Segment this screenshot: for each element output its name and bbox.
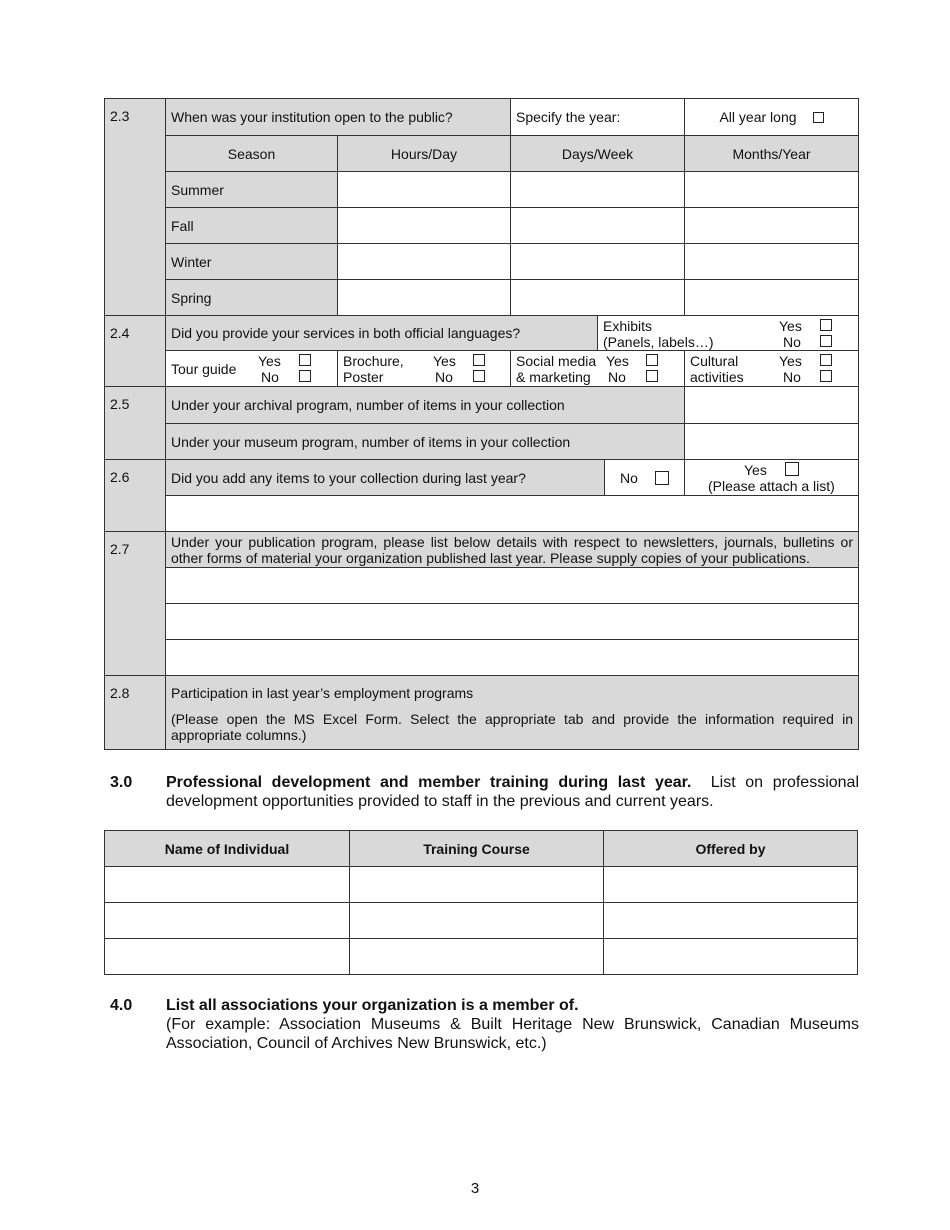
course-row-1-field[interactable] [349, 866, 604, 903]
section-4-0-description [166, 996, 859, 1053]
added-items-yes-checkbox[interactable] [785, 462, 799, 476]
brochure-no-label: No [435, 369, 453, 385]
summer-months-field[interactable] [684, 171, 859, 208]
publication-row-1-field[interactable] [165, 567, 859, 604]
brochure-label: Brochure, [343, 353, 404, 369]
season-fall: Fall [165, 207, 338, 244]
brochure-no-checkbox[interactable] [473, 370, 485, 382]
course-row-3-field[interactable] [349, 938, 604, 975]
season-header: Season [165, 135, 338, 172]
fall-hours-field[interactable] [337, 207, 511, 244]
individual-row-2-field[interactable] [104, 902, 350, 939]
summer-hours-field[interactable] [337, 171, 511, 208]
tour-guide-label: Tour guide [171, 361, 237, 377]
added-items-yes [684, 459, 859, 496]
employment-programs-block [165, 675, 859, 750]
section-4-0-title: List all associations your organization is a member of. [166, 997, 579, 1014]
publication-row-3-field[interactable] [165, 639, 859, 676]
tour-guide-yes-checkbox[interactable] [299, 354, 311, 366]
publication-row-2-field[interactable] [165, 603, 859, 640]
tour-guide-no-checkbox[interactable] [299, 370, 311, 382]
activities-label: activities [690, 369, 744, 385]
cultural-no-checkbox[interactable] [820, 370, 832, 382]
months-year-header: Months/Year [684, 135, 859, 172]
section-2-4-number: 2.4 [104, 315, 166, 387]
all-year-long-checkbox[interactable] [813, 112, 824, 123]
publication-instructions: Under your publication program, please list below details with respect to newsletters, journals, bulletins or other forms of material your organization published last year. Please supply copies of your publications. [165, 531, 859, 568]
social-media-label: Social media [516, 353, 597, 369]
hours-day-header: Hours/Day [337, 135, 511, 172]
added-items-no-checkbox[interactable] [655, 471, 669, 485]
brochure-yes-checkbox[interactable] [473, 354, 485, 366]
cultural-yes-checkbox[interactable] [820, 354, 832, 366]
fall-days-field[interactable] [510, 207, 685, 244]
brochure-option [337, 350, 511, 387]
tour-guide-no-label: No [261, 369, 279, 385]
tour-guide-yes-label: Yes [258, 353, 281, 369]
offered-by-row-3-field[interactable] [603, 938, 858, 975]
specify-year-label: Specify the year: [510, 98, 685, 136]
section-2-5-number: 2.5 [104, 386, 166, 460]
section-3-0-text: List on professional development opportunities provided to staff in the previous and current years. [166, 774, 859, 810]
added-items-yes-label: Yes [744, 462, 767, 478]
added-items-no-label: No [620, 469, 638, 486]
employment-programs-title: Participation in last year’s employment programs [171, 685, 474, 701]
individual-row-1-field[interactable] [104, 866, 350, 903]
section-4-0-text: (For example: Association Museums & Built Heritage New Brunswick, Canadian Museums Association, Council of Archives New Brunswick, etc.) [166, 1016, 859, 1052]
section-3-0-number: 3.0 [110, 774, 133, 791]
museum-items-field[interactable] [684, 423, 859, 460]
brochure-yes-label: Yes [433, 353, 456, 369]
cultural-label: Cultural [690, 353, 739, 369]
exhibits-sublabel: (Panels, labels…) [603, 334, 714, 350]
winter-hours-field[interactable] [337, 243, 511, 280]
social-no-label: No [608, 369, 626, 385]
exhibits-no-checkbox[interactable] [820, 335, 832, 347]
added-items-no [604, 459, 685, 496]
season-winter: Winter [165, 243, 338, 280]
winter-days-field[interactable] [510, 243, 685, 280]
social-yes-label: Yes [606, 353, 629, 369]
employment-programs-note: (Please open the MS Excel Form. Select the appropriate tab and provide the information required in appropriate columns.) [171, 711, 853, 743]
section-2-6-question: Did you add any items to your collection during last year? [165, 459, 605, 496]
page-number: 3 [470, 1180, 480, 1197]
social-no-checkbox[interactable] [646, 370, 658, 382]
poster-label: Poster [343, 369, 384, 385]
section-3-0-description [166, 773, 859, 811]
fall-months-field[interactable] [684, 207, 859, 244]
winter-months-field[interactable] [684, 243, 859, 280]
exhibits-label: Exhibits [603, 318, 653, 334]
cultural-option [684, 350, 859, 387]
social-media-option [510, 350, 685, 387]
offered-by-row-1-field[interactable] [603, 866, 858, 903]
section-4-0-number: 4.0 [110, 997, 133, 1014]
tour-guide-option [165, 350, 338, 387]
exhibits-option [597, 315, 859, 351]
social-yes-checkbox[interactable] [646, 354, 658, 366]
exhibits-yes-checkbox[interactable] [820, 319, 832, 331]
course-row-2-field[interactable] [349, 902, 604, 939]
summer-days-field[interactable] [510, 171, 685, 208]
spring-months-field[interactable] [684, 279, 859, 316]
offered-by-row-2-field[interactable] [603, 902, 858, 939]
all-year-long [684, 98, 859, 136]
season-summer: Summer [165, 171, 338, 208]
section-2-3-number: 2.3 [104, 98, 166, 316]
museum-items-label: Under your museum program, number of items in your collection [165, 423, 685, 460]
marketing-label: & marketing [516, 369, 591, 385]
exhibits-yes-label: Yes [779, 318, 802, 334]
section-2-8-number: 2.8 [104, 675, 166, 750]
name-of-individual-header: Name of Individual [104, 830, 350, 867]
days-week-header: Days/Week [510, 135, 685, 172]
season-spring: Spring [165, 279, 338, 316]
exhibits-no-label: No [783, 334, 801, 350]
spring-hours-field[interactable] [337, 279, 511, 316]
training-course-header: Training Course [349, 830, 604, 867]
archival-items-field[interactable] [684, 386, 859, 424]
section-2-6-number: 2.6 [104, 459, 166, 532]
all-year-long-label: All year long [719, 109, 797, 125]
archival-items-label: Under your archival program, number of items in your collection [165, 386, 685, 424]
section-2-3-question: When was your institution open to the public? [165, 98, 511, 136]
offered-by-header: Offered by [603, 830, 858, 867]
spring-days-field[interactable] [510, 279, 685, 316]
cultural-yes-label: Yes [779, 353, 802, 369]
individual-row-3-field[interactable] [104, 938, 350, 975]
added-items-details-field[interactable] [165, 495, 859, 532]
section-2-7-number: 2.7 [104, 531, 166, 676]
section-2-4-question: Did you provide your services in both official languages? [165, 315, 598, 351]
cultural-no-label: No [783, 369, 801, 385]
section-3-0-title: Professional development and member training during last year. [166, 774, 692, 791]
attach-list-note: (Please attach a list) [708, 478, 835, 494]
